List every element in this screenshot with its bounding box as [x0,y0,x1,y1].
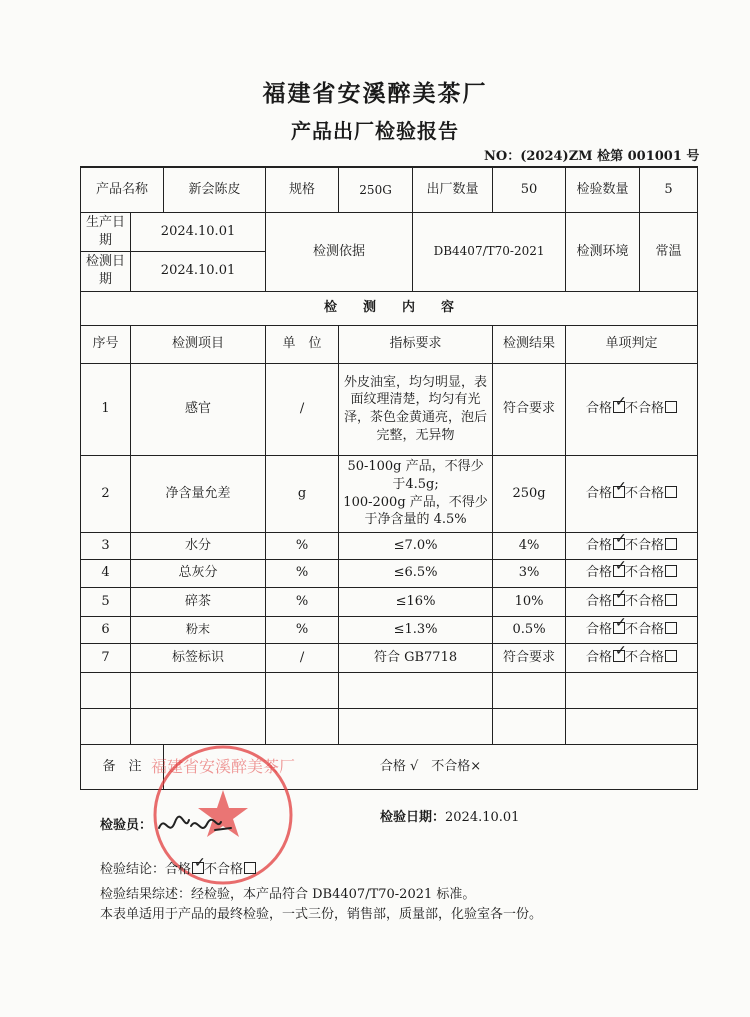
col-unit: 单 位 [266,325,339,363]
conclusion-label: 检验结论： [100,862,166,877]
inspect-date-label: 检验日期： [380,810,446,825]
usage-note: 本表单适用于产品的最终检验，一式三份，销售部，质量部，化验室各一份。 [100,907,543,922]
table-row [81,643,698,672]
seal-text: 福建省安溪醉美茶厂 [150,757,296,776]
pass-label: 合格 [586,485,613,501]
signature-icon [155,810,235,840]
row-item: 净含量允差 [131,455,266,532]
check-mark-icon: ✓ [615,558,627,575]
col-result: 检测结果 [493,325,566,363]
fail-label: 不合格 [625,649,665,665]
row-unit: / [266,363,339,455]
table-row [81,363,698,455]
table-row [81,616,698,643]
basis-value: DB4407/T70-2021 [413,212,566,291]
prod-date-label: 生产日期 [81,212,131,251]
fail-checkbox [244,862,256,874]
row-unit: % [266,532,339,559]
pass-label: 合格 [586,649,613,665]
table-row [81,559,698,587]
factory-qty-label: 出厂数量 [413,167,493,212]
row-seq: 3 [81,532,131,559]
pass-checkbox [613,394,627,413]
row-judgement [566,643,698,672]
row-item: 感官 [131,363,266,455]
pass-label: 合格 [586,621,613,637]
pass-label: 合格 [586,565,613,581]
test-date-label: 检测日期 [81,251,131,291]
row-item: 碎茶 [131,587,266,616]
inspector-label: 检验员： [100,818,153,833]
row-item: 总灰分 [131,559,266,587]
row-unit: g [266,455,339,532]
row-requirement: 50-100g 产品，不得少于4.5g; 100-200g 产品，不得少于净含量的 4.5% [339,455,493,532]
row-seq: 5 [81,587,131,616]
row-result: 10% [493,587,566,616]
fail-label: 不合格 [625,621,665,637]
fail-checkbox [665,401,677,413]
pass-label: 合格 [586,537,613,553]
check-mark-icon: ✓ [615,642,627,659]
row-judgement [566,587,698,616]
empty-row [81,708,698,744]
row-item: 水分 [131,532,266,559]
table-row [81,455,698,532]
check-mark-icon: ✓ [615,586,627,603]
pass-checkbox [613,614,627,634]
row-seq: 1 [81,363,131,455]
row-requirement: ≤6.5% [339,559,493,587]
row-judgement [566,616,698,643]
pass-checkbox [192,855,206,874]
test-date-value: 2024.10.01 [131,251,266,291]
env-label: 检测环境 [566,212,640,291]
row-seq: 6 [81,616,131,643]
check-mark-icon: ✓ [615,614,627,631]
row-result: 符合要求 [493,363,566,455]
check-mark-icon: ✓ [615,478,627,495]
product-name-value: 新会陈皮 [164,167,266,212]
pass-checkbox [613,530,627,550]
col-requirement: 指标要求 [339,325,493,363]
table-row [81,587,698,616]
row-judgement [566,455,698,532]
check-mark-icon: ✓ [615,530,627,547]
row-requirement: 符合 GB7718 [339,643,493,672]
inspect-date-value: 2024.10.01 [445,810,520,825]
table-row [81,532,698,559]
row-unit: / [266,643,339,672]
env-value: 常温 [640,212,698,291]
row-seq: 4 [81,559,131,587]
row-result: 250g [493,455,566,532]
section-title: 检 测 内 容 [81,291,698,325]
check-mark-icon: ✓ [615,394,627,411]
row-seq: 7 [81,643,131,672]
fail-checkbox [665,486,677,498]
company-title: 福建省安溪醉美茶厂 [262,80,488,107]
report-title: 产品出厂检验报告 [291,119,459,143]
summary-text: 检验结果综述：经检验，本产品符合 DB4407/T70-2021 标准。 [100,887,476,902]
conclusion [100,855,256,877]
pass-label: 合格 [586,401,613,417]
fail-label: 不合格 [204,862,244,877]
row-judgement [566,559,698,587]
row-result: 3% [493,559,566,587]
row-judgement [566,532,698,559]
pass-checkbox [613,478,627,498]
fail-label: 不合格 [625,593,665,609]
fail-label: 不合格 [625,537,665,553]
row-seq: 2 [81,455,131,532]
row-unit: % [266,616,339,643]
row-judgement [566,363,698,455]
col-item: 检测项目 [131,325,266,363]
report-number: NO：(2024)ZM 检第 001001 号 [484,149,700,164]
pass-checkbox [613,586,627,606]
prod-date-value: 2024.10.01 [131,212,266,251]
col-seq: 序号 [81,325,131,363]
inspection-table [80,166,698,790]
basis-label: 检测依据 [266,212,413,291]
inspect-date [380,806,519,825]
pass-checkbox [613,558,627,577]
row-unit: % [266,559,339,587]
spec-value: 250G [339,167,413,212]
fail-checkbox [665,622,677,634]
pass-checkbox [613,642,627,662]
fail-checkbox [665,565,677,577]
fail-label: 不合格 [625,565,665,581]
pass-label: 合格 [165,862,192,877]
fail-label: 不合格 [625,401,665,417]
product-name-label: 产品名称 [81,167,164,212]
inspect-qty-label: 检验数量 [566,167,640,212]
remarks-text: 合格 √ 不合格× [164,744,698,789]
pass-label: 合格 [586,593,613,609]
col-judgement: 单项判定 [566,325,698,363]
factory-qty-value: 50 [493,167,566,212]
spec-label: 规格 [266,167,339,212]
row-result: 4% [493,532,566,559]
row-requirement: 外皮油室，均匀明显，表面纹理清楚，均匀有光泽，茶色金黄通亮，泡后完整，无异物 [339,363,493,455]
row-requirement: ≤1.3% [339,616,493,643]
remarks-label: 备 注 [81,744,164,789]
row-requirement: ≤7.0% [339,532,493,559]
fail-checkbox [665,594,677,606]
row-result: 0.5% [493,616,566,643]
row-result: 符合要求 [493,643,566,672]
fail-checkbox [665,650,677,662]
empty-row [81,672,698,708]
row-item: 粉末 [131,616,266,643]
row-unit: % [266,587,339,616]
fail-checkbox [665,538,677,550]
row-requirement: ≤16% [339,587,493,616]
fail-label: 不合格 [625,485,665,501]
check-mark-icon: ✓ [194,855,206,871]
row-item: 标签标识 [131,643,266,672]
inspect-qty-value: 5 [640,167,698,212]
